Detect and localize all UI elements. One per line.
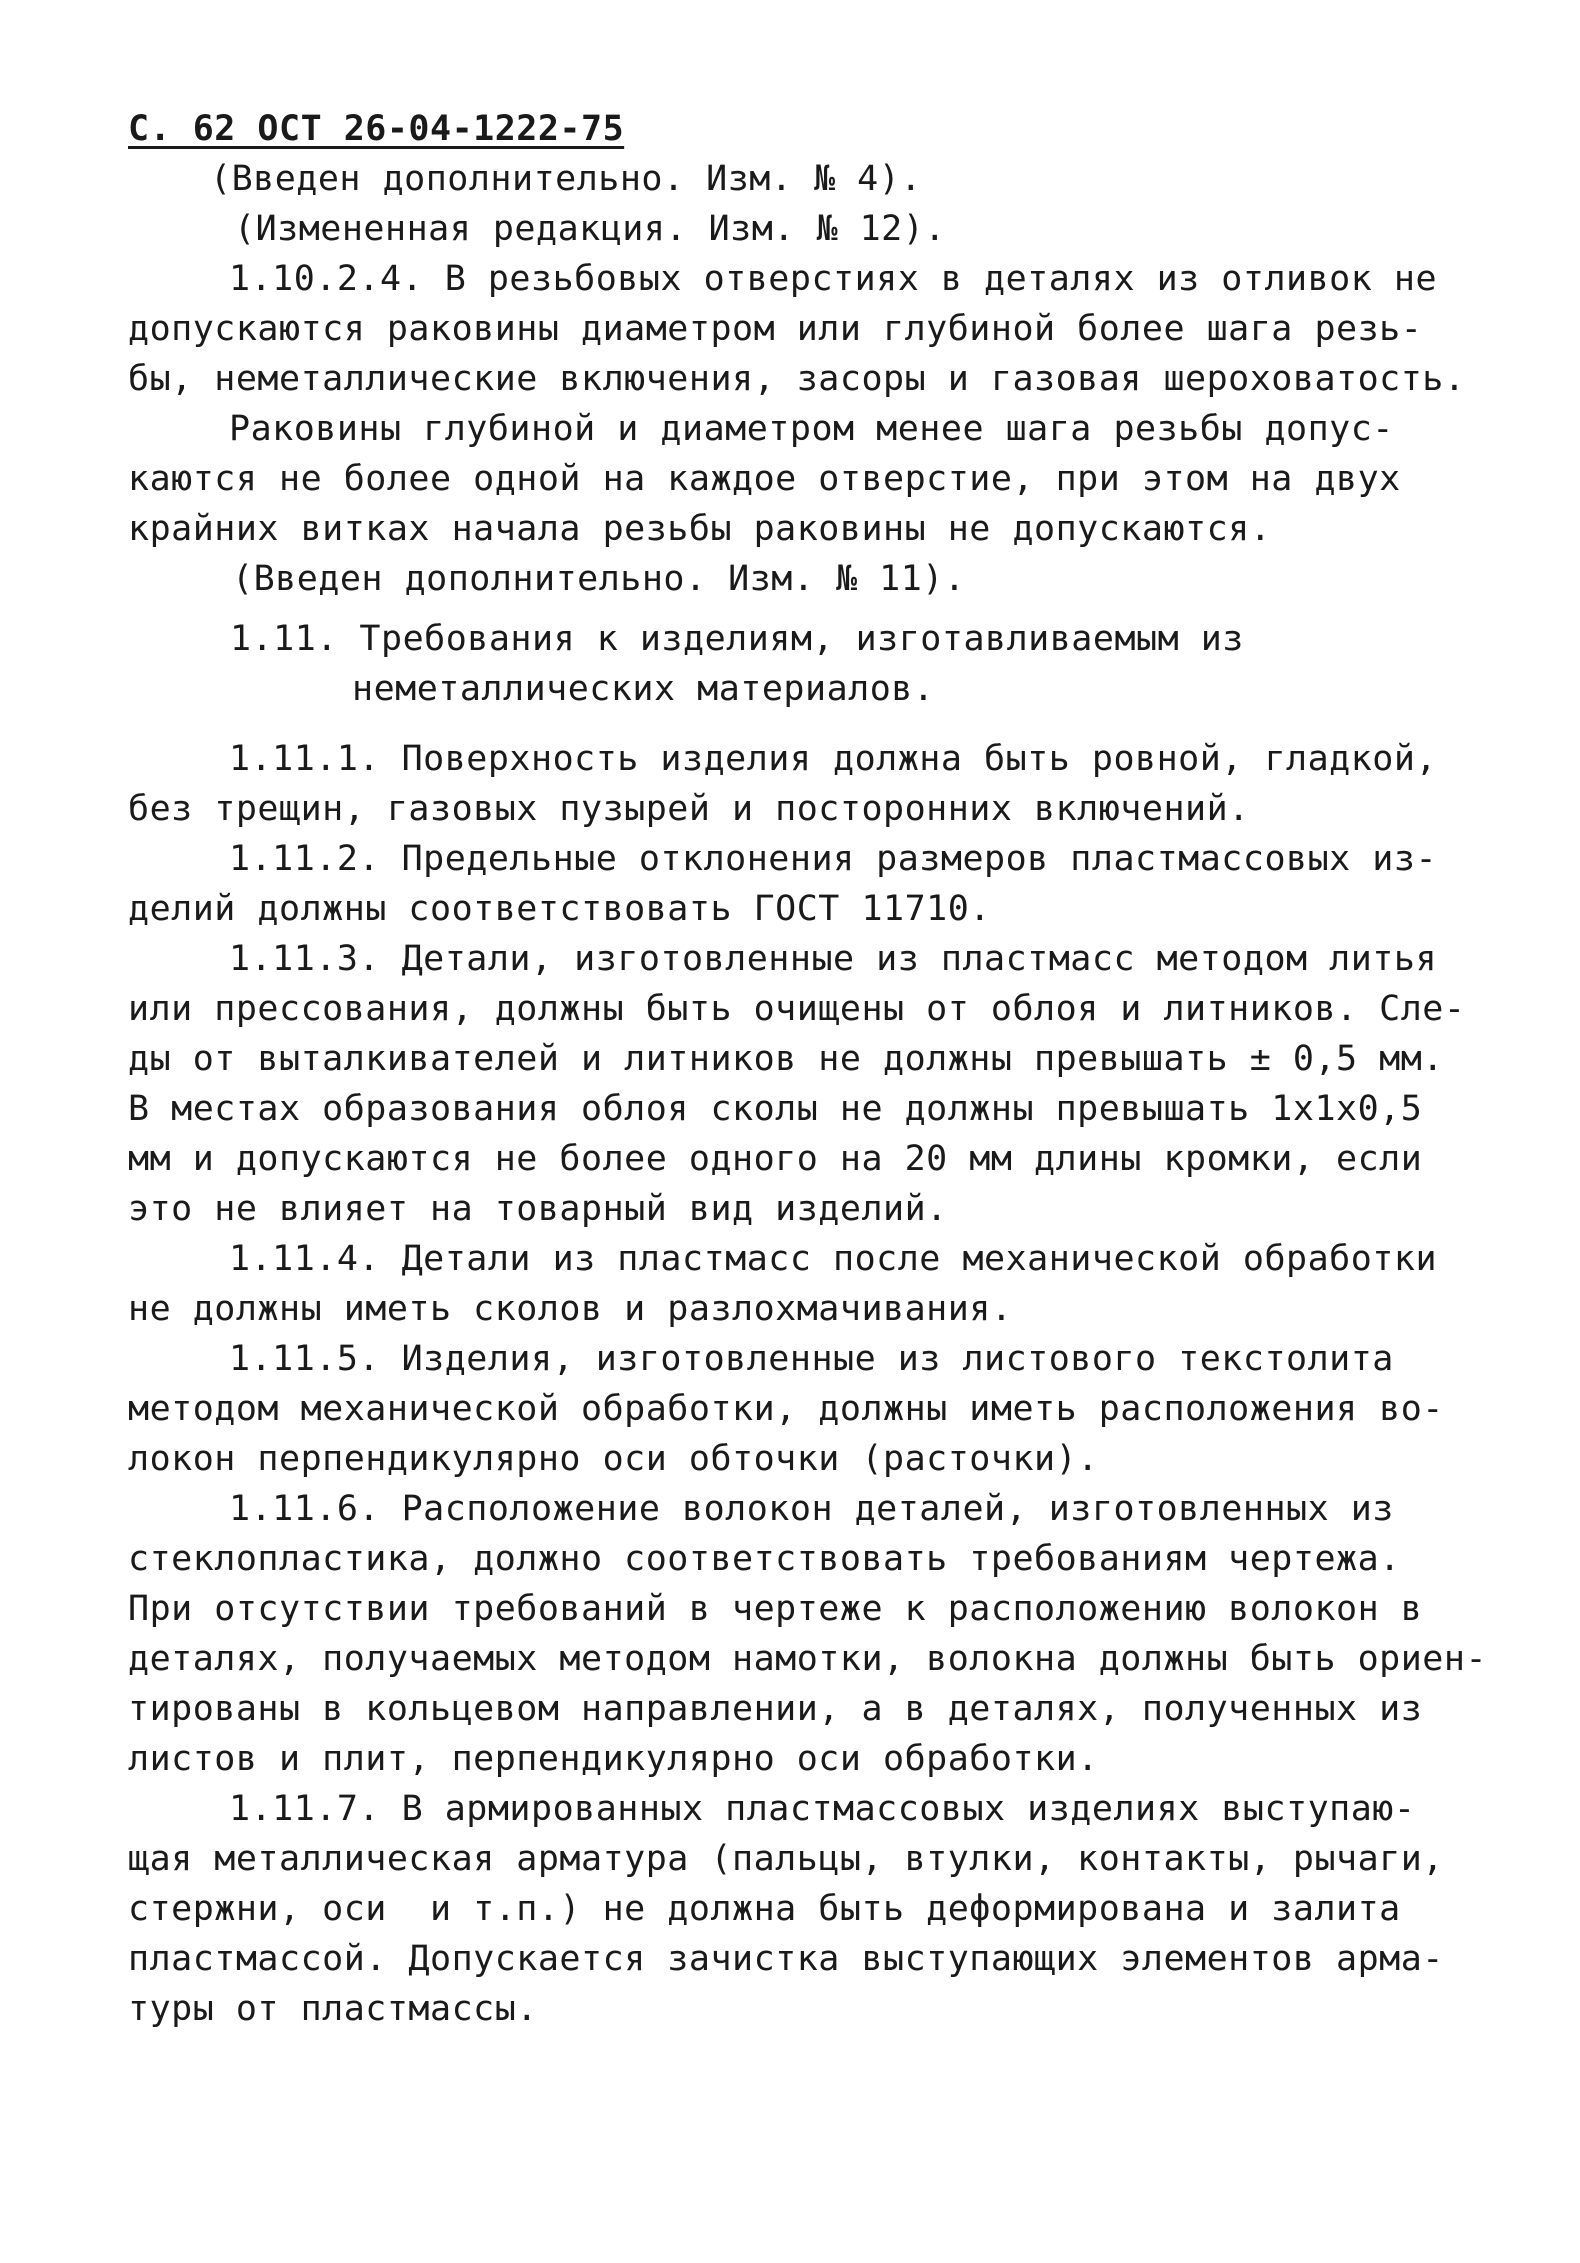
- text-line: Раковины глубиной и диаметром менее шага резьбы допус-: [229, 409, 1394, 449]
- text-line: пластмассой. Допускается зачистка выступающих элементов арма-: [128, 1939, 1444, 1979]
- text-line: допускаются раковины диаметром или глубиной более шага резь-: [128, 309, 1423, 349]
- text-line: 1.11.5. Изделия, изготовленные из листового текстолита: [229, 1339, 1394, 1379]
- text-line: 1.11.1. Поверхность изделия должна быть ровной, гладкой,: [229, 739, 1438, 779]
- text-line: туры от пластмассы.: [128, 1989, 538, 2029]
- text-line: стеклопластика, должно соответствовать требованиям чертежа.: [128, 1539, 1401, 1579]
- text-line: это не влияет на товарный вид изделий.: [128, 1189, 948, 1229]
- text-line: или прессования, должны быть очищены от облоя и литников. Сле-: [128, 989, 1466, 1029]
- text-line: бы, неметаллические включения, засоры и газовая шероховатость.: [128, 359, 1466, 399]
- text-line: 1.11.2. Предельные отклонения размеров пластмассовых из-: [229, 839, 1438, 879]
- text-line: 1.11.3. Детали, изготовленные из пластмасс методом литья: [229, 939, 1438, 979]
- text-line: (Введен дополнительно. Изм. № 11).: [232, 559, 966, 599]
- text-line: локон перпендикулярно оси обточки (расточки).: [128, 1439, 1099, 1479]
- text-line: тированы в кольцевом направлении, а в деталях, полученных из: [128, 1689, 1423, 1729]
- text-line: без трещин, газовых пузырей и посторонних включений.: [128, 789, 1250, 829]
- text-line: листов и плит, перпендикулярно оси обработки.: [128, 1739, 1099, 1779]
- text-line: (Измененная редакция. Изм. № 12).: [234, 209, 946, 249]
- text-line: стержни, оси и т.п.) не должна быть деформирована и залита: [128, 1889, 1401, 1929]
- text-line: деталях, получаемых методом намотки, волокна должны быть ориен-: [128, 1639, 1488, 1679]
- text-line: каются не более одной на каждое отверстие, при этом на двух: [128, 459, 1401, 499]
- text-line: щая металлическая арматура (пальцы, втулки, контакты, рычаги,: [128, 1839, 1444, 1879]
- text-line: мм и допускаются не более одного на 20 мм длины кромки, если: [128, 1139, 1423, 1179]
- section-heading: неметаллических материалов.: [352, 669, 935, 709]
- text-line: ды от выталкивателей и литников не должны превышать ± 0,5 мм.: [128, 1039, 1444, 1079]
- text-line: 1.11.4. Детали из пластмасс после механической обработки: [229, 1239, 1438, 1279]
- page-header: С. 62 ОСТ 26-04-1222-75: [128, 109, 625, 149]
- text-line: 1.10.2.4. В резьбовых отверстиях в деталях из отливок не: [229, 259, 1438, 299]
- text-line: 1.11.6. Расположение волокон деталей, изготовленных из: [229, 1489, 1394, 1529]
- text-line: не должны иметь сколов и разлохмачивания.: [128, 1289, 1013, 1329]
- text-line: делий должны соответствовать ГОСТ 11710.: [128, 889, 991, 929]
- text-line: крайних витках начала резьбы раковины не допускаются.: [128, 509, 1272, 549]
- text-line: В местах образования облоя сколы не должны превышать 1х1х0,5: [128, 1089, 1423, 1129]
- text-line: При отсутствии требований в чертеже к расположению волокон в: [128, 1589, 1423, 1629]
- text-line: (Введен дополнительно. Изм. № 4).: [210, 159, 922, 199]
- text-line: 1.11.7. В армированных пластмассовых изделиях выступаю-: [229, 1789, 1416, 1829]
- section-heading: 1.11. Требования к изделиям, изготавливаемым из: [230, 619, 1244, 659]
- text-line: методом механической обработки, должны иметь расположения во-: [128, 1389, 1444, 1429]
